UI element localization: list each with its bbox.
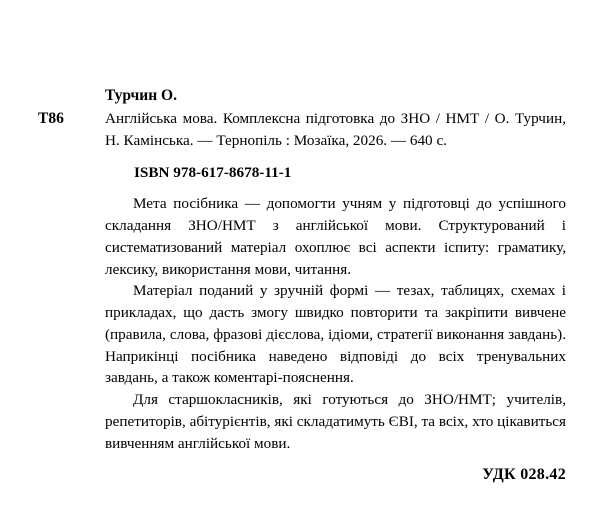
shelf-mark: Т86: [38, 110, 64, 128]
author-heading: Турчин О.: [105, 87, 177, 104]
isbn-line: ISBN 978-617-8678-11-1: [134, 164, 292, 182]
annotation-paragraph: Мета посібника — допомогти учням у підготовці до успішного складання ЗНО/НМТ з англійської мови. Структурований і систематизований матеріал охоплює всі аспекти іспиту: граматику, лексику, використання мови, читання.: [105, 195, 566, 278]
annotation-paragraph: Матеріал поданий у зручній формі — тезах, таблицях, схемах і прикладах, що дасть змогу швидко повторити та закріпити вивчене (правила, слова, фразові дієслова, ідіоми, стратегії виконання завдань). Наприкінці посібника наведено відповіді до всіх тренувальних завдань, а також коментарі-пояснення.: [105, 282, 566, 387]
bibliographic-entry: Англійська мова. Комплексна підготовка до ЗНО / НМТ / О. Турчин, Н. Камінська. — Тернопіль : Мозаїка, 2026. — 640 с.: [105, 110, 566, 150]
cip-record-block: [38, 86, 566, 484]
annotation-paragraph: Для старшокласників, які готуються до ЗНО/НМТ; учителів, репетиторів, абітурієнтів, які складатимуть ЄВІ, та всіх, хто цікавиться вивченням англійської мови.: [105, 391, 566, 452]
annotation-block: [105, 193, 566, 454]
udk-classification: УДК 028.42: [482, 466, 566, 484]
bibliographic-entry-row: [38, 108, 566, 152]
